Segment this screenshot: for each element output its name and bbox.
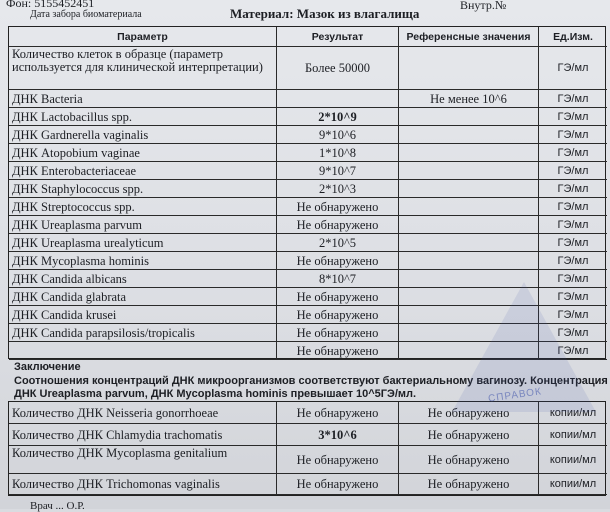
- row-cell-result: 2*10^9: [277, 108, 399, 126]
- row-cell-ref: [399, 198, 539, 216]
- col-header-ref: Референсные значения: [399, 27, 539, 47]
- row-cell-param: ДНК Bacteria: [9, 90, 277, 108]
- row-cell-param: [9, 342, 277, 360]
- col-header-unit: Ед.Изм.: [539, 27, 607, 47]
- row-cell-param: ДНК Mycoplasma hominis: [9, 252, 277, 270]
- row-cell-ref: [399, 252, 539, 270]
- row2-cell-param: Количество ДНК Chlamydia trachomatis: [9, 424, 277, 446]
- row-cell-param: ДНК Staphylococcus spp.: [9, 180, 277, 198]
- order-number: Фон: 5155452451: [6, 0, 95, 10]
- row-cell-ref: [399, 216, 539, 234]
- row2-cell-param: Количество ДНК Neisseria gonorrhoeae: [9, 402, 277, 424]
- row-cell-param: ДНК Candida glabrata: [9, 288, 277, 306]
- row-cell-unit: ГЭ/мл: [539, 90, 607, 108]
- row-cell-result: Не обнаружено: [277, 252, 399, 270]
- row2-cell-unit: копии/мл: [539, 402, 607, 424]
- row-cell-result: Не обнаружено: [277, 342, 399, 360]
- row-cell-param: ДНК Atopobium vaginae: [9, 144, 277, 162]
- row-cell-param: ДНК Candida parapsilosis/tropicalis: [9, 324, 277, 342]
- row-cell-result: Более 50000: [277, 47, 399, 90]
- date-label: Дата забора биоматериала: [30, 9, 142, 20]
- row-cell-unit: ГЭ/мл: [539, 252, 607, 270]
- row2-cell-unit: копии/мл: [539, 446, 607, 474]
- row-cell-param: ДНК Enterobacteriaceae: [9, 162, 277, 180]
- row-cell-unit: ГЭ/мл: [539, 162, 607, 180]
- row-cell-param: ДНК Candida krusei: [9, 306, 277, 324]
- row2-cell-result: Не обнаружено: [277, 402, 399, 424]
- row-cell-unit: ГЭ/мл: [539, 144, 607, 162]
- row-cell-param: ДНК Gardnerella vaginalis: [9, 126, 277, 144]
- row-cell-unit: ГЭ/мл: [539, 324, 607, 342]
- row-cell-unit: ГЭ/мл: [539, 216, 607, 234]
- row-cell-unit: ГЭ/мл: [539, 108, 607, 126]
- row-cell-result: 9*10^6: [277, 126, 399, 144]
- stamp-text: СПРАВОК: [487, 386, 543, 405]
- row2-cell-unit: копии/мл: [539, 424, 607, 446]
- row-cell-result: 8*10^7: [277, 270, 399, 288]
- row2-cell-ref: Не обнаружено: [399, 474, 539, 495]
- row2-cell-result: Не обнаружено: [277, 474, 399, 495]
- row2-cell-ref: Не обнаружено: [399, 446, 539, 474]
- row-cell-result: 9*10^7: [277, 162, 399, 180]
- row-cell-unit: ГЭ/мл: [539, 270, 607, 288]
- row-cell-result: Не обнаружено: [277, 198, 399, 216]
- conclusion-title: Заключение: [14, 361, 81, 373]
- row-cell-ref: [399, 126, 539, 144]
- row-cell-result: Не обнаружено: [277, 324, 399, 342]
- row2-cell-result: 3*10^6: [277, 424, 399, 446]
- conclusion-text-2: ДНК Ureaplasma parvum, ДНК Mycoplasma hominis превышает 10^5ГЭ/мл.: [14, 388, 417, 400]
- row-cell-unit: ГЭ/мл: [539, 47, 607, 90]
- row-cell-ref: [399, 108, 539, 126]
- row2-cell-unit: копии/мл: [539, 474, 607, 495]
- row-cell-param: Количество клеток в образце (параметр используется для клинической интерпретации): [9, 47, 277, 90]
- row-cell-unit: ГЭ/мл: [539, 288, 607, 306]
- row2-cell-ref: Не обнаружено: [399, 402, 539, 424]
- row-cell-param: ДНК Lactobacillus spp.: [9, 108, 277, 126]
- row-cell-param: ДНК Ureaplasma urealyticum: [9, 234, 277, 252]
- row-cell-result: Не обнаружено: [277, 306, 399, 324]
- row-cell-ref: Не менее 10^6: [399, 90, 539, 108]
- col-header-result: Результат: [277, 27, 399, 47]
- infections-table: [8, 401, 606, 496]
- row-cell-result: 1*10^8: [277, 144, 399, 162]
- material-label: Материал: Мазок из влагалища: [230, 6, 420, 21]
- row-cell-result: 2*10^3: [277, 180, 399, 198]
- row-cell-ref: [399, 47, 539, 90]
- row-cell-unit: ГЭ/мл: [539, 198, 607, 216]
- row-cell-unit: ГЭ/мл: [539, 342, 607, 360]
- row-cell-param: ДНК Candida albicans: [9, 270, 277, 288]
- row-cell-unit: ГЭ/мл: [539, 126, 607, 144]
- row2-cell-param: Количество ДНК Trichomonas vaginalis: [9, 474, 277, 495]
- conclusion-text-1: Соотношения концентраций ДНК микроорганизмов соответствуют бактериальному вагинозу. Концентрация: [14, 375, 608, 387]
- row-cell-param: ДНК Ureaplasma parvum: [9, 216, 277, 234]
- row-cell-unit: ГЭ/мл: [539, 180, 607, 198]
- row-cell-ref: [399, 162, 539, 180]
- internal-number: Внутр.№: [460, 0, 507, 12]
- row2-cell-ref: Не обнаружено: [399, 424, 539, 446]
- row-cell-result: Не обнаружено: [277, 216, 399, 234]
- doctor-signature-line: Врач ... О.Р.: [30, 500, 85, 512]
- row-cell-result: 2*10^5: [277, 234, 399, 252]
- row2-cell-result: Не обнаружено: [277, 446, 399, 474]
- col-header-param: Параметр: [9, 27, 277, 47]
- row-cell-unit: ГЭ/мл: [539, 234, 607, 252]
- row2-cell-param: Количество ДНК Mycoplasma genitalium: [9, 446, 277, 474]
- row-cell-ref: [399, 180, 539, 198]
- row-cell-ref: [399, 144, 539, 162]
- row-cell-param: ДНК Streptococcus spp.: [9, 198, 277, 216]
- row-cell-result: Не обнаружено: [277, 288, 399, 306]
- row-cell-unit: ГЭ/мл: [539, 306, 607, 324]
- row-cell-result: [277, 90, 399, 108]
- row-cell-ref: [399, 234, 539, 252]
